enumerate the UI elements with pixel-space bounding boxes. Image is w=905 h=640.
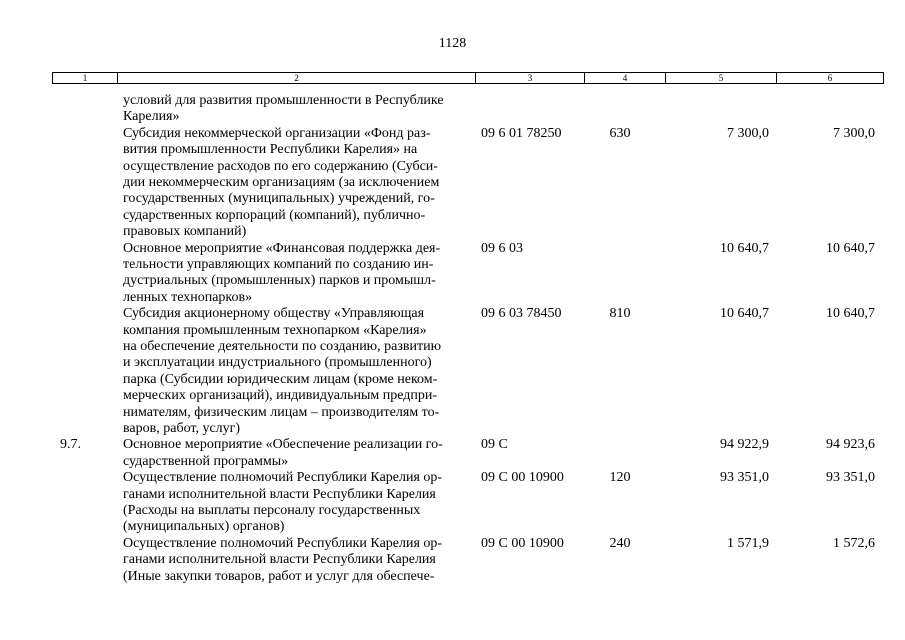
column-header-3: 3 xyxy=(476,73,585,84)
amount-column-6: 94 923,6 xyxy=(826,437,875,453)
description-line: (муниципальных) органов) xyxy=(123,519,285,535)
table-row xyxy=(0,241,905,307)
description-line: тельности управляющих компаний по созданию ин- xyxy=(123,257,434,272)
budget-code: 09 С 00 10900 xyxy=(481,535,564,551)
description-line: Основное мероприятие «Обеспечение реализации го- xyxy=(123,437,443,453)
budget-code: 09 6 01 78250 xyxy=(481,125,562,141)
table-row xyxy=(0,437,905,470)
amount-column-5: 93 351,0 xyxy=(720,470,769,486)
description-line: ленных технопарков» xyxy=(123,289,253,305)
description-line: парка (Субсидии юридическим лицам (кроме неком- xyxy=(123,371,438,387)
description-line: компания промышленным технопарком «Карелия» xyxy=(123,322,427,338)
amount-column-6: 10 640,7 xyxy=(826,240,875,256)
description-line: Субсидия акционерному обществу «Управляющая xyxy=(123,306,425,322)
amount-column-5: 10 640,7 xyxy=(720,240,769,256)
row-description xyxy=(123,306,473,437)
amount-column-6: 10 640,7 xyxy=(826,306,875,322)
row-description xyxy=(123,126,473,241)
row-description xyxy=(123,241,473,307)
description-line: Основное мероприятие «Финансовая поддержка дея- xyxy=(123,240,441,256)
amount-column-6: 7 300,0 xyxy=(833,125,875,141)
row-description xyxy=(123,437,473,470)
expense-type: 120 xyxy=(609,470,631,486)
description-line: сударственных корпораций (компаний), публично- xyxy=(123,207,426,223)
description-line: правовых компаний) xyxy=(123,224,247,240)
amount-column-6: 93 351,0 xyxy=(826,470,875,486)
row-number: 9.7. xyxy=(60,437,81,453)
description-line: ганами исполнительной власти Республики Карелия xyxy=(123,486,436,502)
description-line: (Расходы на выплаты персоналу государственных xyxy=(123,503,421,518)
amount-column-5: 7 300,0 xyxy=(727,125,769,141)
description-line: сударственной программы» xyxy=(123,453,289,469)
column-header-5: 5 xyxy=(666,73,777,84)
expense-type: 240 xyxy=(609,535,631,551)
amount-column-6: 1 572,6 xyxy=(833,535,875,551)
budget-code: 09 6 03 78450 xyxy=(481,306,562,322)
description-line: ганами исполнительной власти Республики Карелия xyxy=(123,552,436,568)
column-header-4: 4 xyxy=(585,73,666,84)
description-line: условий для развития промышленности в Республике xyxy=(123,93,444,108)
amount-column-5: 1 571,9 xyxy=(727,535,769,551)
description-line: вития промышленности Республики Карелия» на xyxy=(123,142,418,158)
row-description xyxy=(123,536,473,585)
column-header-1: 1 xyxy=(53,73,118,84)
description-line: (Иные закупки товаров, работ и услуг для обеспече- xyxy=(123,568,435,584)
description-line: дии некоммерческим организациям (за исключением xyxy=(123,175,440,191)
amount-column-5: 10 640,7 xyxy=(720,306,769,322)
column-header-2: 2 xyxy=(118,73,476,84)
description-line: и эксплуатации индустриального (промышленного) xyxy=(123,355,432,371)
description-line: нимателям, физическим лицам – производителям то- xyxy=(123,404,440,420)
table-row xyxy=(0,536,905,585)
description-line: осуществление расходов по его содержанию (Субси- xyxy=(123,158,438,174)
description-line: Карелия» xyxy=(123,109,180,125)
page-number: 1128 xyxy=(438,36,467,51)
description-line: варов, работ, услуг) xyxy=(123,421,241,437)
description-line: мерческих организаций), индивидуальным предпри- xyxy=(123,388,438,404)
description-line: Осуществление полномочий Республики Карелия ор- xyxy=(123,470,443,486)
description-line: государственных (муниципальных) учреждений, го- xyxy=(123,191,435,207)
table-row xyxy=(0,306,905,437)
budget-code: 09 6 03 xyxy=(481,240,523,256)
column-header-row xyxy=(52,72,884,84)
table-row xyxy=(0,93,905,126)
expense-type: 630 xyxy=(609,125,631,141)
table-row xyxy=(0,126,905,241)
description-line: на обеспечение деятельности по созданию, развитию xyxy=(123,339,442,354)
description-line: дустриальных (промышленных) парков и промышл- xyxy=(123,273,436,289)
column-header-6: 6 xyxy=(777,73,884,84)
description-line: Субсидия некоммерческой организации «Фонд раз- xyxy=(123,125,431,141)
budget-code: 09 С 00 10900 xyxy=(481,470,564,486)
table-row xyxy=(0,470,905,536)
description-line: Осуществление полномочий Республики Карелия ор- xyxy=(123,535,443,551)
row-description xyxy=(123,93,473,126)
amount-column-5: 94 922,9 xyxy=(720,437,769,453)
row-description xyxy=(123,470,473,536)
budget-code: 09 С xyxy=(481,437,508,453)
expense-type: 810 xyxy=(609,306,631,322)
